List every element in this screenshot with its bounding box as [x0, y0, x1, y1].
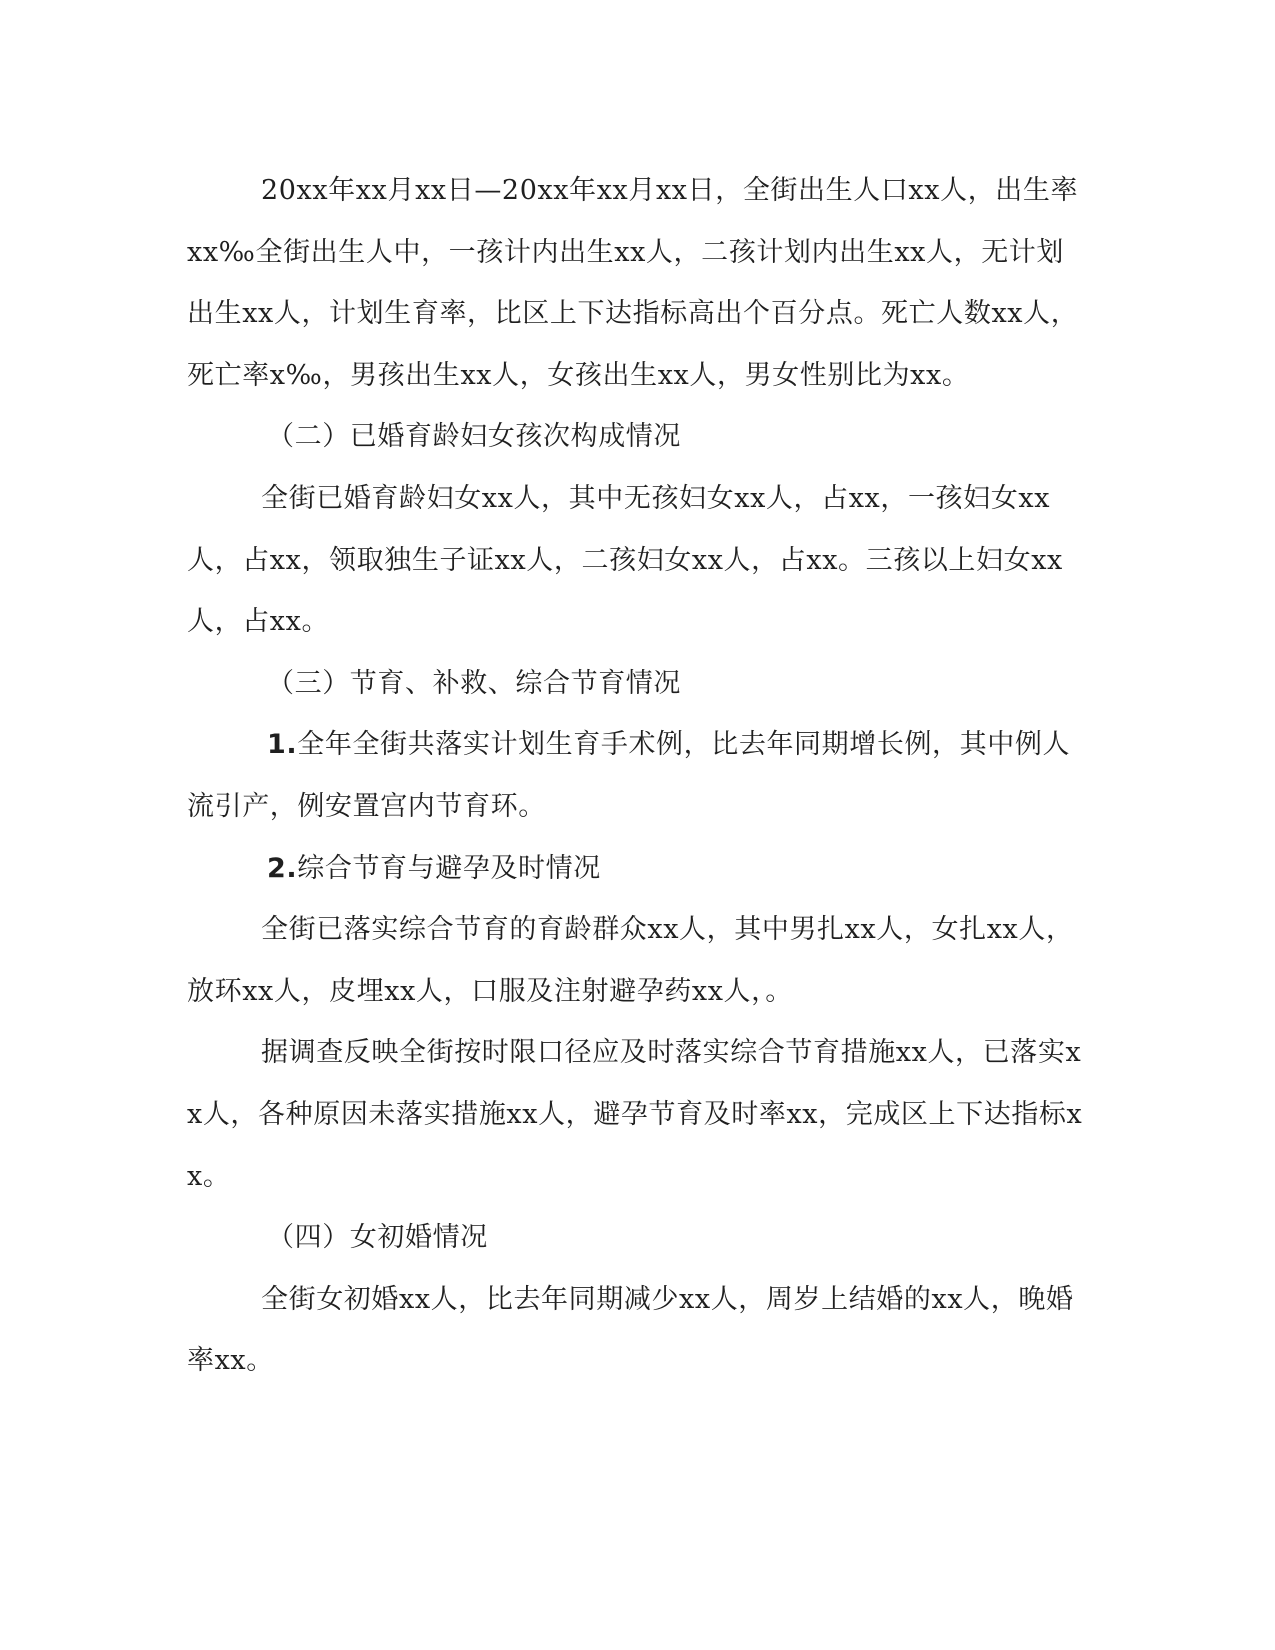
paragraph-contraception: 全街已落实综合节育的育龄群众xx人，其中男扎xx人，女扎xx人，放环xx人，皮埋xx人，口服及注射避孕药xx人，。 — [187, 914, 1074, 1007]
item-text: 全年全街共落实计划生育手术例，比去年同期增长例，其中例人流引产，例安置宫内节育环。 — [187, 729, 1071, 822]
paragraph-survey: 据调查反映全街按时限口径应及时落实综合节育措施xx人，已落实xx人，各种原因未落实措施xx人，避孕节育及时率xx，完成区上下达指标xx。 — [187, 1037, 1083, 1192]
item-number: 1. — [267, 729, 298, 761]
section-heading-four: （四）女初婚情况 — [267, 1222, 488, 1254]
numbered-item-1 — [187, 714, 1087, 837]
numbered-item-2 — [187, 838, 1087, 900]
paragraph-first-marriage: 全街女初婚xx人，比去年同期减少xx人，周岁上结婚的xx人，晚婚率xx。 — [187, 1283, 1074, 1377]
paragraph-birth-statistics: 20xx年xx月xx日—20xx年xx月xx日，全街出生人口xx人，出生率xx‰全街出生人中，一孩计内出生xx人，二孩计划内出生xx人，无计划出生xx人，计划生育率，比区上下达指标高出个百分点。死亡人数xx人，死亡率x‰，男孩出生xx人，女孩出生xx人，男女性别比为xx。 — [187, 175, 1079, 391]
item-text: 综合节育与避孕及时情况 — [297, 852, 601, 884]
section-heading-three: （三）节育、补救、综合节育情况 — [267, 667, 681, 699]
paragraph-married-women: 全街已婚育龄妇女xx人，其中无孩妇女xx人，占xx，一孩妇女xx人，占xx，领取独生子证xx人，二孩妇女xx人，占xx。三孩以上妇女xx人，占xx。 — [187, 482, 1063, 638]
document-body — [187, 160, 1087, 1392]
item-number: 2. — [267, 852, 298, 884]
section-heading-two: （二）已婚育龄妇女孩次构成情况 — [267, 421, 681, 453]
